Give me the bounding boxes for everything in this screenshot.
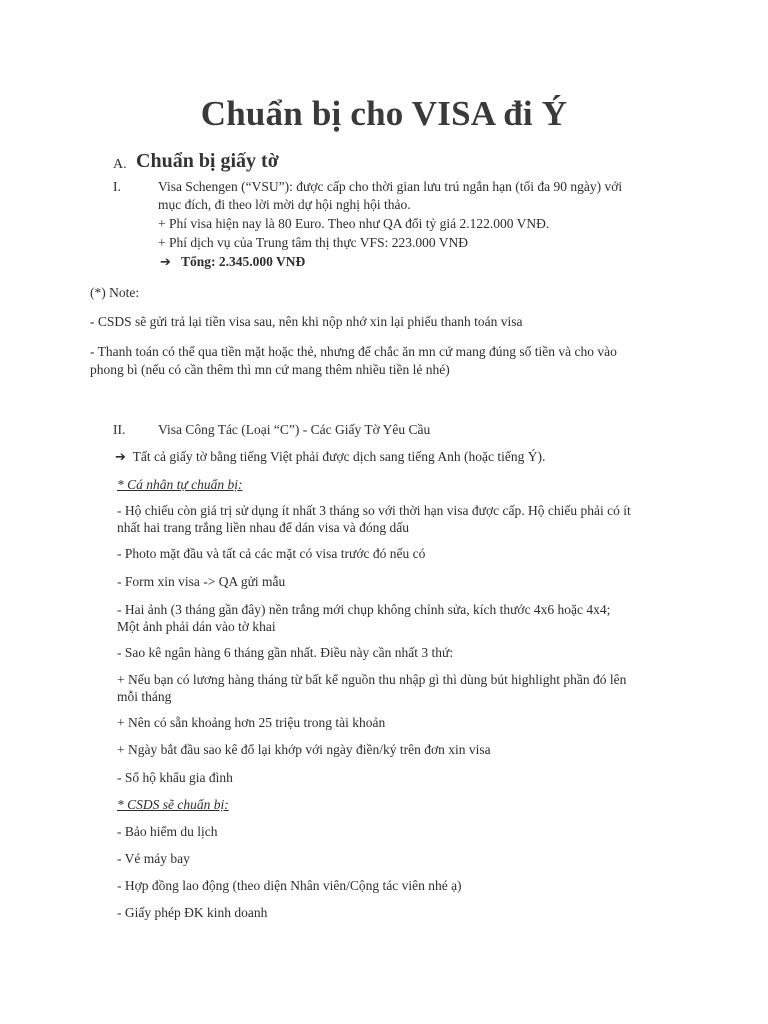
section-a-title: Chuẩn bị giấy tờ (136, 150, 279, 172)
translate-note-text: Tất cả giấy tờ bằng tiếng Việt phải được dịch sang tiếng Anh (hoặc tiếng Ý). (132, 449, 546, 464)
section-i-text-line1: được cấp cho thời gian lưu trú ngắn hạn (tối đa 90 ngày) với (292, 179, 623, 194)
personal-item-bank-statement: - Sao kê ngân hàng 6 tháng gần nhất. Điều này cần nhất 3 thứ: (117, 645, 454, 660)
visa-schengen-label: Visa Schengen (“VSU”): (158, 179, 293, 194)
personal-item-form: - Form xin visa -> QA gửi mẫu (117, 574, 286, 589)
personal-item-photos-line2: Một ảnh phải dán vào tờ khai (117, 619, 276, 634)
service-fee-line: + Phí dịch vụ của Trung tâm thị thực VFS: 223.000 VNĐ (158, 235, 468, 250)
personal-item-photo-copy: - Photo mặt đầu và tất cả các mặt có visa trước đó nếu có (117, 546, 426, 561)
section-i-text-line2: mục đích, đi theo lời mời dự hội nghị hội thảo. (158, 197, 411, 212)
csds-item-ticket: - Vé máy bay (117, 851, 190, 866)
personal-item-passport-line2: nhất hai trang trắng liền nhau để dán visa và đóng dấu (117, 520, 410, 535)
personal-heading: * Cá nhân tự chuẩn bị: (117, 477, 243, 492)
note-refund: - CSDS sẽ gửi trả lại tiền visa sau, nên khi nộp nhớ xin lại phiếu thanh toán visa (90, 314, 523, 329)
section-i-line1 (158, 178, 622, 196)
csds-item-contract: - Hợp đồng lao động (theo diện Nhân viên/Cộng tác viên nhé ạ) (117, 878, 462, 893)
translate-note (115, 448, 545, 467)
section-i-numeral: I. (113, 179, 121, 194)
total-amount: Tổng: 2.345.000 VNĐ (181, 254, 306, 269)
arrow-right-icon: ➔ (115, 450, 126, 465)
csds-heading: * CSDS sẽ chuẩn bị: (117, 797, 229, 812)
note-payment-line1: - Thanh toán có thể qua tiền mặt hoặc thẻ, nhưng để chắc ăn mn cứ mang đúng số tiền và cho vào (90, 344, 617, 359)
bank-point-salary-line2: mỗi tháng (117, 689, 172, 704)
personal-item-household: - Sổ hộ khẩu gia đình (117, 770, 233, 785)
personal-item-passport-line1: - Hộ chiếu còn giá trị sử dụng ít nhất 3 tháng so với thời hạn visa được cấp. Hộ chiếu phải có ít (117, 503, 631, 518)
page-title: Chuẩn bị cho VISA đi Ý (200, 94, 568, 133)
bank-point-date: + Ngày bắt đầu sao kê đổ lại khớp với ngày điền/ký trên đơn xin visa (117, 742, 491, 757)
note-heading: (*) Note: (90, 285, 140, 300)
csds-item-insurance: - Bảo hiểm du lịch (117, 824, 218, 839)
section-ii-title: Visa Công Tác (Loại “C”) - Các Giấy Tờ Yêu Cầu (158, 422, 431, 437)
section-a-letter: A. (113, 157, 127, 172)
visa-fee-line: + Phí visa hiện nay là 80 Euro. Theo như QA đổi tỷ giá 2.122.000 VNĐ. (158, 216, 550, 231)
note-payment-line2: phong bì (nếu có cần thêm thì mn cứ mang thêm nhiều tiền lẻ nhé) (90, 362, 450, 377)
total-line (160, 253, 305, 272)
bank-point-balance: + Nên có sẵn khoảng hơn 25 triệu trong tài khoản (117, 715, 386, 730)
arrow-right-icon: ➔ (160, 255, 171, 270)
bank-point-salary-line1: + Nếu bạn có lương hàng tháng từ bất kể nguồn thu nhập gì thì dùng bút highlight phần đó lên (117, 672, 627, 687)
section-ii-numeral: II. (113, 422, 126, 437)
csds-item-license: - Giấy phép ĐK kinh doanh (117, 905, 268, 920)
personal-item-photos-line1: - Hai ảnh (3 tháng gần đây) nền trắng mới chụp không chỉnh sửa, kích thước 4x6 hoặc 4x4; (117, 602, 611, 617)
